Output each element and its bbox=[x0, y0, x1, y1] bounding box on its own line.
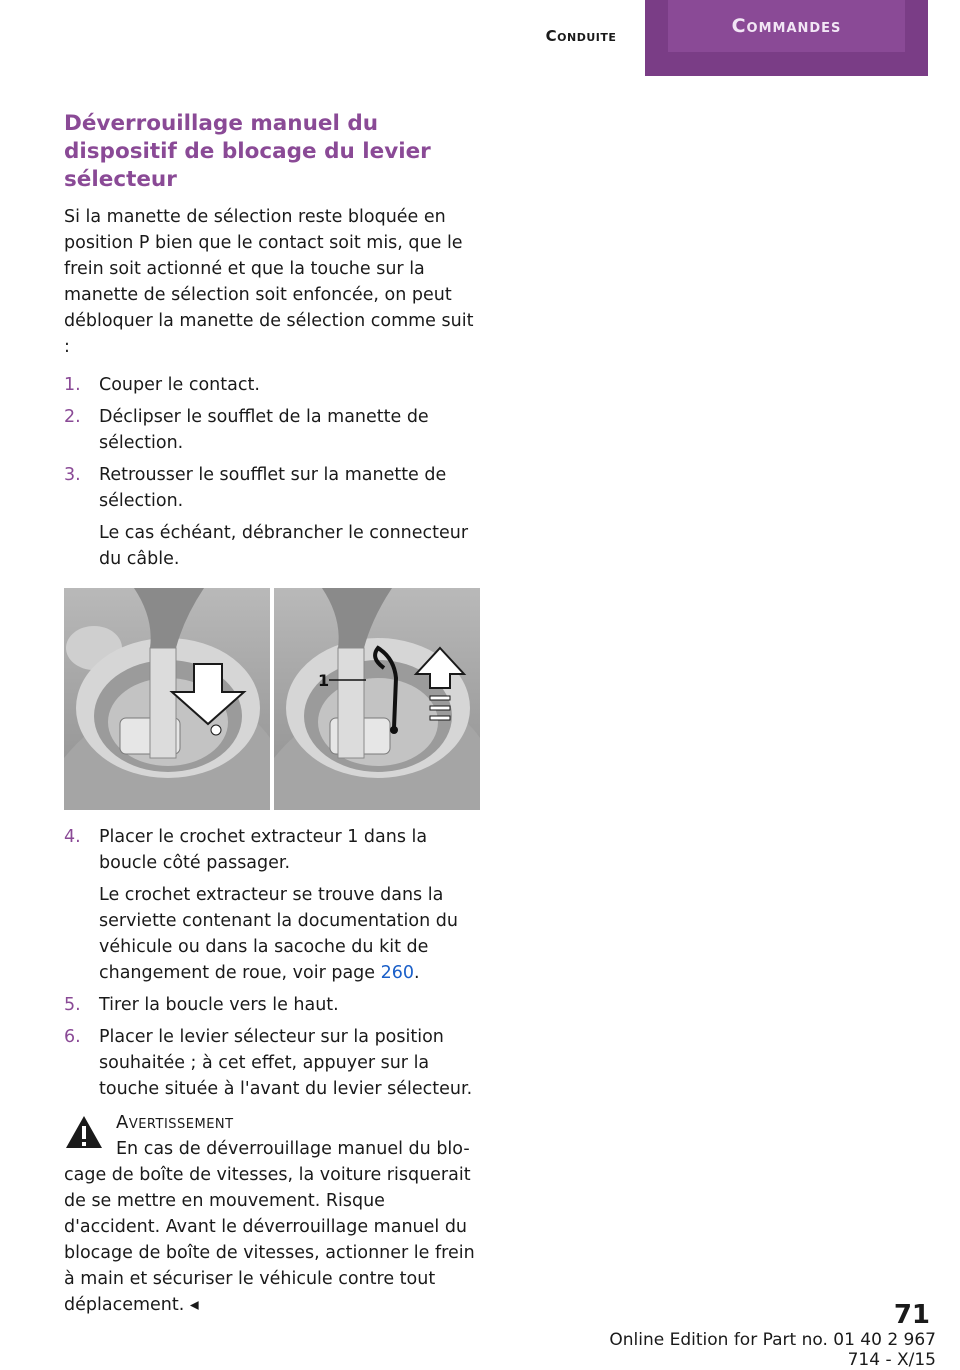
list-item bbox=[64, 404, 484, 456]
step-number: 3. bbox=[64, 465, 81, 485]
step-number: 4. bbox=[64, 827, 81, 847]
step-number: 1. bbox=[64, 375, 81, 395]
step-text: Placer le crochet extracteur 1 dans la boucle côté passager. bbox=[99, 827, 428, 873]
step-text: Couper le contact. bbox=[99, 375, 260, 395]
steps-list-b bbox=[64, 824, 484, 1102]
step-number: 2. bbox=[64, 407, 81, 427]
intro-paragraph: Si la manette de sélection reste bloquée en position P bien que le contact soit mis, que le frein soit actionné et que la touche sur la manette de sélection soit enfoncée, on peut débloquer la manette de sélection comme suit : bbox=[64, 207, 474, 357]
step-number: 6. bbox=[64, 1027, 81, 1047]
warning-text: cage de boîte de vitesses, la voiture risquerait de se mettre en mouvement. Risque d'accident. Avant le déverrouillage manuel du blocage de boîte de vitesses, actionner le frein à main et sécuriser le véhicule contre tout déplacement. ◂ bbox=[64, 1165, 475, 1315]
step-text: Tirer la boucle vers le haut. bbox=[99, 995, 339, 1015]
list-item bbox=[64, 372, 484, 398]
tab-commandes[interactable]: Commandes bbox=[668, 0, 905, 52]
warning-box bbox=[64, 1110, 484, 1318]
page-260-link[interactable]: 260 bbox=[380, 963, 415, 983]
step-text: Déclipser le soufflet de la manette de sélection. bbox=[99, 407, 429, 453]
photo-selector-unclip bbox=[64, 588, 270, 810]
warning-title: Avertissement bbox=[116, 1112, 234, 1133]
step-text: Retrousser le soufflet sur la manette de sélection. bbox=[99, 465, 447, 511]
photo-selector-pull-loop bbox=[274, 588, 480, 810]
step-text: Placer le levier sélecteur sur la position souhaitée ; à cet effet, appuyer sur la touche située à l'avant du levier sélecteur. bbox=[99, 1027, 473, 1099]
step-number: 5. bbox=[64, 995, 81, 1015]
list-item bbox=[64, 992, 484, 1018]
warning-text-lead: En cas de déverrouillage manuel du blo- bbox=[116, 1139, 470, 1159]
page-number: 71 bbox=[893, 1300, 930, 1330]
footer-edition: Online Edition for Part no. 01 40 2 967 714 - X/15 bbox=[609, 1330, 936, 1370]
warning-triangle-icon bbox=[64, 1114, 104, 1150]
section-title: Déverrouillage manuel du dispositif de blocage du levier sélecteur bbox=[64, 111, 431, 192]
step-subtext bbox=[99, 882, 484, 986]
figure-callout-1: 1 bbox=[318, 671, 330, 690]
step-subtext-after: . bbox=[414, 963, 420, 983]
list-item bbox=[64, 1024, 484, 1102]
list-item bbox=[64, 824, 484, 986]
step-subtext-before: Le crochet extracteur se trouve dans la serviette contenant la documentation du véhicule ou dans la sacoche du kit de changement de roue, voir page bbox=[99, 885, 458, 983]
main-content bbox=[64, 110, 484, 1318]
steps-list-a bbox=[64, 372, 484, 572]
tab-conduite[interactable]: Conduite bbox=[545, 27, 617, 45]
step-subtext: Le cas échéant, débrancher le connecteur du câble. bbox=[99, 523, 469, 569]
gear-selector-illustration bbox=[64, 588, 480, 810]
list-item bbox=[64, 462, 484, 572]
